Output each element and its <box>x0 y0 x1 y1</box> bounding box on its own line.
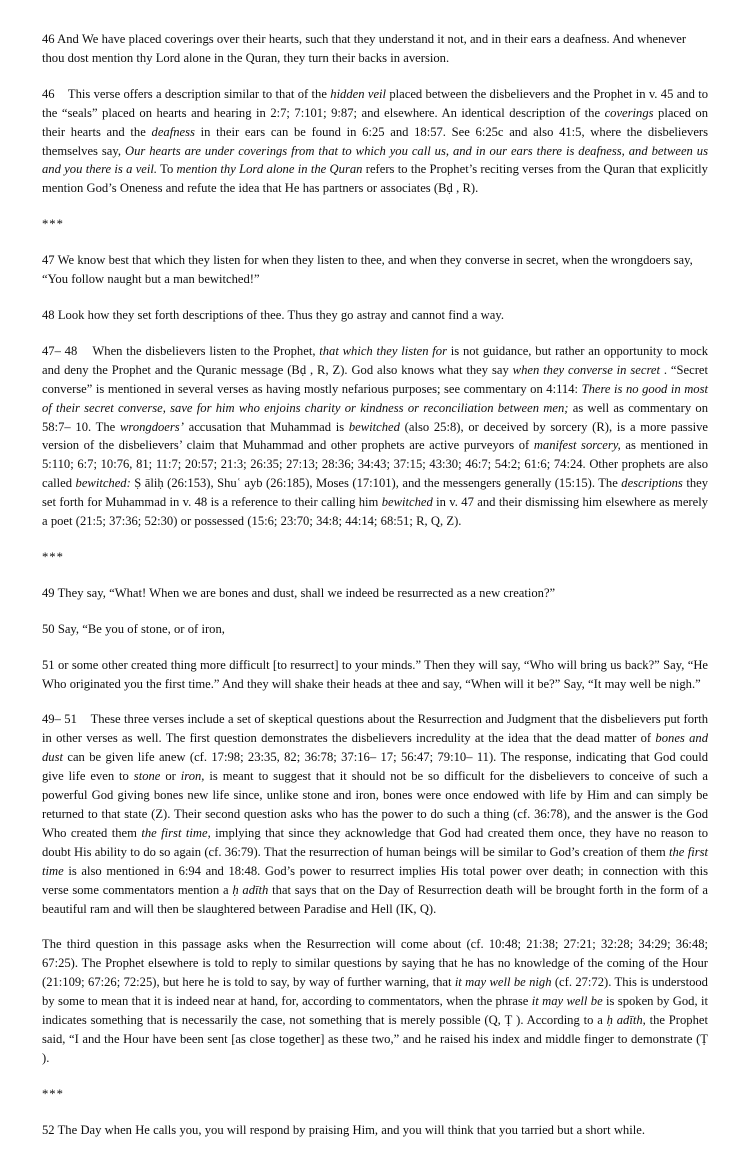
commentary-third-question-italic-2: it may well be <box>531 994 603 1009</box>
commentary-47-48-number: 47– 48 <box>42 343 78 358</box>
commentary-46-italic-5: mention thy Lord alone in the Quran <box>176 162 363 177</box>
commentary-49-51-text-7: that says that on the Day of Resurrection death will be brought forth in the form of a beautiful ram and will then be slaughtered between Paradise and Hell (IK, Q). <box>42 882 708 916</box>
commentary-47-48-text-6: (also 25:8), or deceived by sorcery (R), is a more passive version of the disbelievers’ claim that Muhammad and other prophets are active purveyors of <box>42 419 708 453</box>
commentary-47-48-text-7: as mentioned in 5:110; 6:7; 10:76, 81; 11:7; 20:57; 21:3; 26:35; 27:13; 28:36; 34:43; 37:15; 43:30; 46:7; 54:2; 61:6; 74:24. Other prophets are also called <box>42 438 708 491</box>
section-divider-1: *** <box>42 217 64 232</box>
commentary-49-51-text-3: or <box>160 769 181 784</box>
verse-52: 52 The Day when He calls you, you will respond by praising Him, and you will think that you tarried but a short while. <box>42 1122 645 1137</box>
verse-50: 50 Say, “Be you of stone, or of iron, <box>42 621 225 636</box>
verse-46: 46 And We have placed coverings over their hearts, such that they understand it not, and in their ears a deafness. And whenever thou dost mention thy Lord alone in the Quran, they turn their backs in aversion. <box>42 32 687 65</box>
commentary-46-italic-3: deafness <box>151 124 195 139</box>
section-divider-2: *** <box>42 549 64 564</box>
commentary-46-text-6: refers to the Prophet’s reciting verses from the Quran that explicitly mention God’s Oneness and refute the idea that He has partners or associates (Bḍ , R). <box>42 162 708 196</box>
commentary-49-51-italic-5: the first time <box>42 844 708 878</box>
page-text-column <box>42 30 708 1157</box>
commentary-46-text-2: placed between the disbelievers and the Prophet in v. 45 and to the “seals” placed on hearts and hearing in 2:7; 7:101; 9:87; and elsewhere. An identical description of the <box>42 86 708 120</box>
verse-51: 51 or some other created thing more difficult [to resurrect] to your minds.” Then they will say, “Who will bring us back?” Say, “He Who originated you the first time.” And they will shake their heads at thee and say, “When will it be?” Say, “It may well be nigh.” <box>42 657 708 691</box>
verse-47: 47 We know best that which they listen for when they listen to thee, and when they converse in secret, when the wrongdoers say, “You follow naught but a man bewitched!” <box>42 253 693 287</box>
commentary-47-48-italic-3: There is no good in most of their secret converse, save for him who enjoins charity or kindness or reconciliation between men; <box>42 381 708 415</box>
commentary-49-51-italic-6: ḥ adīth <box>232 882 269 897</box>
commentary-49-51-text-2: can be given life anew (cf. 17:98; 23:35, 82; 36:78; 37:16– 17; 56:47; 79:10– 11). The response, indicating that God could give life even to <box>42 750 708 784</box>
commentary-third-question <box>42 935 708 1067</box>
commentary-49-51-italic-2: stone <box>133 769 161 784</box>
commentary-47-48-italic-1: that which they listen for <box>319 343 447 358</box>
commentary-49-51-italic-4: the first time, <box>141 825 211 840</box>
commentary-46-text-4: in their ears can be found in 6:25 and 18:57. See 6:25c and also 41:5, where the disbelievers themselves say, <box>42 124 708 158</box>
commentary-47-48-text-3: . “Secret converse” is mentioned in several verses as having mostly nefarious purposes; see commentary on 4:114: <box>42 362 708 396</box>
verse-48: 48 Look how they set forth descriptions of thee. Thus they go astray and cannot find a way. <box>42 307 504 322</box>
commentary-46-text-5: To <box>157 162 177 177</box>
commentary-46 <box>42 85 708 198</box>
commentary-third-question-italic-3: ḥ adīth, <box>606 1013 646 1028</box>
commentary-47-48-text-10: in v. 47 and their dismissing him elsewhere as merely a poet (21:5; 37:36; 52:30) or possessed (15:6; 23:70; 34:8; 44:14; 68:51; R, Q, Z). <box>42 495 709 529</box>
commentary-third-question-text-2: (cf. 27:72). This is understood by some to mean that it is indeed near at hand, for, according to commentators, when the phrase <box>42 975 708 1009</box>
commentary-49-51-italic-3: iron, <box>180 769 205 784</box>
commentary-49-51-number: 49– 51 <box>42 712 77 727</box>
commentary-47-48-italic-2: when they converse in secret <box>512 362 660 377</box>
commentary-46-text-3: placed on their hearts and the <box>42 105 708 139</box>
commentary-47-48-italic-7: bewitched: <box>75 476 131 491</box>
commentary-49-51-text-6: is also mentioned in 6:94 and 18:48. God’s power to resurrect implies His total power over death; in connection with this verse some commentators mention a <box>42 863 708 897</box>
commentary-46-number: 46 <box>42 86 55 101</box>
commentary-46-text-1: This verse offers a description similar to that of the <box>67 86 331 101</box>
commentary-47-48-italic-9: bewitched <box>381 495 433 510</box>
commentary-49-51 <box>42 710 708 918</box>
commentary-46-italic-1: hidden veil <box>330 86 387 101</box>
commentary-47-48-text-5: accusation that Muhammad is <box>183 419 349 434</box>
commentary-third-question-text-1: The third question in this passage asks when the Resurrection will come about (cf. 10:48; 21:38; 27:21; 32:28; 34:29; 36:48; 67:25). The Prophet elsewhere is told to reply to similar questions by saying that he has no knowledge of the coming of the Hour (21:109; 67:26; 72:25), but here he is told to say, by way of further warning, that <box>42 937 708 990</box>
commentary-47-48-text-8: Ṣ āliḥ (26:153), Shuʿ ayb (26:185), Moses (17:101), and the messengers generally (15:15). The <box>130 476 622 491</box>
verse-49: 49 They say, “What! When we are bones and dust, shall we indeed be resurrected as a new creation?” <box>42 585 556 600</box>
commentary-47-48-italic-5: bewitched <box>348 419 400 434</box>
commentary-46-italic-4: Our hearts are under coverings from that to which you call us, and in our ears there is deafness, and between us and you there is a veil. <box>42 143 708 177</box>
commentary-third-question-italic-1: it may well be nigh <box>454 975 552 990</box>
commentary-47-48-text-9: they set forth for Muhammad in v. 48 is a reference to their calling him <box>42 476 708 510</box>
commentary-49-51-text-5: implying that since they acknowledge that God had created them once, they have no reason to doubt His ability to do so again (cf. 36:79). That the resurrection of human beings will be similar to God’s creation of them <box>42 825 708 859</box>
commentary-47-48-italic-8: descriptions <box>621 476 683 491</box>
commentary-47-48-text-2: is not guidance, but rather an opportunity to mock and deny the Prophet and the Quranic message (Bḍ , R, Z). God also knows what they say <box>42 343 708 377</box>
commentary-46-italic-2: coverings <box>604 105 654 120</box>
commentary-third-question-text-3: is spoken by God, it indicates something that is necessarily the case, not something that is merely possible (Q, Ṭ ). According to a <box>42 994 708 1028</box>
commentary-47-48-text-4: as well as commentary on 58:7– 10. The <box>42 400 708 434</box>
commentary-third-question-text-4: the Prophet said, “I and the Hour have been sent [as close together] as these two,” and he raised his index and middle finger to demonstrate (Ṭ ). <box>42 1013 708 1065</box>
commentary-49-51-text-4: is meant to suggest that it should not be so difficult for the disbelievers to conceive of such a powerful God giving bones new life since, unlike stone and iron, bones were once endowed with life by Him and can simply be returned to that state (Z). Their second question asks who has the power to do such a thing (cf. 36:78), and the answer is the God Who created them <box>42 769 708 840</box>
commentary-47-48-italic-6: manifest sorcery, <box>533 438 621 453</box>
commentary-49-51-text-1: These three verses include a set of skeptical questions about the Resurrection and Judgment that the disbelievers put forth in other verses as well. The first question demonstrates the disbelievers incredulity at the idea that the dead matter of <box>42 712 709 746</box>
commentary-47-48-text-1: When the disbelievers listen to the Prophet, <box>92 343 320 358</box>
section-divider-3: *** <box>42 1086 64 1101</box>
commentary-49-51-italic-1: bones and dust <box>42 731 708 765</box>
commentary-47-48 <box>42 342 708 531</box>
commentary-47-48-italic-4: wrongdoers’ <box>119 419 184 434</box>
